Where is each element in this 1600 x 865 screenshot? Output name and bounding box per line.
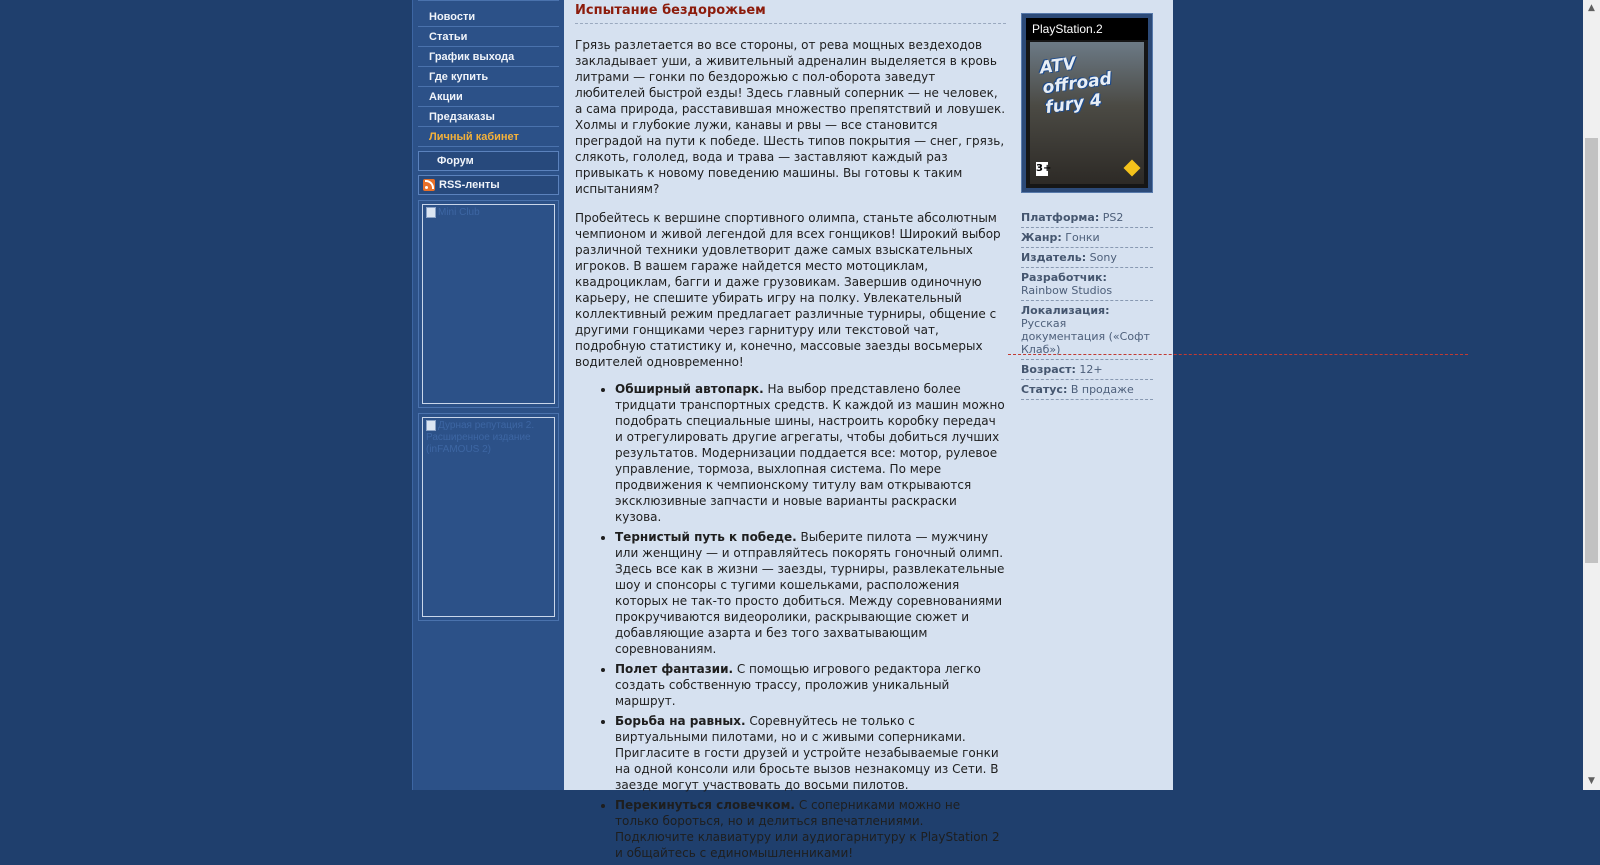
info-value: В продаже — [1067, 383, 1134, 396]
info-value: Rainbow Studios — [1021, 284, 1113, 297]
forum-link[interactable]: Форум — [418, 151, 559, 171]
rss-feeds-link[interactable] — [418, 175, 559, 195]
feature-item — [615, 529, 1006, 657]
article — [575, 0, 1006, 865]
red-dashed-guide-line — [1008, 354, 1468, 355]
nav-item-2[interactable]: График выхода — [418, 48, 559, 67]
vertical-scrollbar[interactable] — [1583, 0, 1600, 790]
feature-text: С помощью игрового редактора легко создать собственную трассу, проложив уникальный маршрут. — [615, 662, 981, 708]
info-row — [1021, 360, 1153, 380]
feature-item — [615, 661, 1006, 709]
nav-item-6[interactable]: Личный кабинет — [418, 128, 559, 147]
info-label: Локализация: — [1021, 304, 1110, 317]
info-row — [1021, 268, 1153, 301]
cover-image[interactable] — [1026, 18, 1148, 188]
game-info-table — [1021, 208, 1153, 400]
feature-item — [615, 381, 1006, 525]
nav-list — [413, 8, 564, 147]
info-label: Возраст: — [1021, 363, 1076, 376]
feature-title: Обширный автопарк. — [615, 382, 764, 396]
banner-infamous[interactable] — [418, 413, 559, 621]
info-row — [1021, 380, 1153, 400]
left-navigation — [412, 0, 564, 790]
info-value: 12+ — [1075, 363, 1103, 376]
playstation2-logo: PlayStation.2 — [1026, 18, 1148, 40]
info-row — [1021, 208, 1153, 228]
feature-text: Выберите пилота — мужчину или женщину — и отправляйтесь покорять гоночный олимп. Здесь все как в жизни — заезды, турниры, развлекательные шоу и спонсоры с тугими кошельками, расположения которых не так-то просто добиться. Между соревнованиями прокручиваются видеоролики, раскрывающие сюжет и добавляющие азарта и без того захватывающим соревнованиям. — [615, 530, 1005, 656]
nav-item-1[interactable]: Статьи — [418, 28, 559, 47]
info-value: PS2 — [1099, 211, 1124, 224]
nav-item-3[interactable]: Где купить — [418, 68, 559, 87]
broken-image-icon — [426, 420, 436, 431]
feature-title: Перекинуться словечком. — [615, 798, 795, 812]
info-row — [1021, 301, 1153, 360]
nav-item-5[interactable]: Предзаказы — [418, 108, 559, 127]
article-paragraph: Грязь разлетается во все стороны, от рева мощных вездеходов закладывает уши, а живительный адреналин выделяется в кровь литрами — гонки по бездорожью с пол-оборота заведут любителей быстрой езды! Здесь главный соперник — не человек, а сама природа, расставившая множество препятствий и ловушек. Холмы и глубокие лужи, канавы и рвы — все становится преградой на пути к победе. Шесть типов покрытия — снег, грязь, слякоть, гололед, вода и трава — заставляют каждый раз привыкать к новому поведению машины. Вы готовы к таким испытаниям? — [575, 38, 1006, 196]
feature-text: На выбор представлено более тридцати транспортных средств. К каждой из машин можно подобрать специальные шины, настроить коробку передач и отрегулировать другие агрегаты, чтобы добиться лучших результатов. Модернизации поддается все: мотор, рулевое управление, тормоза, выхлопная система. По мере продвижения к чемпионскому титулу вам открываются эксклюзивные запчасти и новые варианты раскраски кузова. — [615, 382, 1005, 524]
nav-item-0[interactable]: Новости — [418, 8, 559, 27]
game-logo: ATV offroad fury 4 — [1038, 53, 1113, 119]
info-label: Статус: — [1021, 383, 1068, 396]
main-content — [564, 0, 1173, 860]
cover-artwork — [1030, 42, 1144, 184]
info-label: Разработчик: — [1021, 271, 1107, 284]
info-value: Гонки — [1061, 231, 1100, 244]
info-row — [1021, 228, 1153, 248]
info-value: Sony — [1086, 251, 1117, 264]
banner-mini-club-image[interactable] — [422, 204, 555, 404]
ps-logo-icon — [1124, 160, 1141, 177]
feature-item — [615, 797, 1006, 861]
feature-title: Борьба на равных. — [615, 714, 746, 728]
scrollbar-thumb[interactable] — [1585, 138, 1598, 563]
rss-icon — [423, 179, 435, 191]
game-info-panel — [1021, 13, 1153, 400]
banner-mini-club-alt: Mini Club — [438, 207, 480, 218]
info-label: Платформа: — [1021, 211, 1100, 224]
info-row — [1021, 248, 1153, 268]
feature-text: С соперниками можно не только бороться, но и делиться впечатлениями. Подключите клавиатуру или аудиогарнитуру к PlayStation 2 и общайтесь с единомышленниками! — [615, 798, 1000, 860]
rss-feeds-label: RSS-ленты — [439, 179, 500, 191]
game-cover[interactable] — [1021, 13, 1153, 193]
pegi-rating-badge: 3+ — [1036, 163, 1052, 174]
feature-item — [615, 713, 1006, 793]
info-value: Русская документация («Софт Клаб») — [1021, 317, 1150, 356]
feature-title: Полет фантазии. — [615, 662, 734, 676]
feature-title: Тернистый путь к победе. — [615, 530, 797, 544]
banner-infamous-image[interactable] — [422, 417, 555, 617]
chevron-up-icon[interactable]: ▲ — [1588, 3, 1595, 13]
feature-list — [575, 381, 1006, 861]
nav-top-divider — [418, 0, 559, 8]
banner-mini-club[interactable] — [418, 200, 559, 408]
banner-infamous-alt: Дурная репутация 2. Расширенное издание (inFAMOUS 2) — [426, 420, 535, 455]
info-label: Издатель: — [1021, 251, 1087, 264]
info-label: Жанр: — [1021, 231, 1062, 244]
broken-image-icon — [426, 207, 436, 218]
chevron-down-icon[interactable]: ▼ — [1588, 776, 1595, 786]
article-paragraph: Пробейтесь к вершине спортивного олимпа, станьте абсолютным чемпионом и живой легендой для всех гонщиков! Широкий выбор различной техники удовлетворит даже самых взыскательных игроков. В вашем гараже найдется место мотоциклам, квадроциклам, багги и даже грузовикам. Завершив одиночную карьеру, не спешите убирать игру на полку. Увлекательный коллективный режим предлагает различные турниры, общение с другими гонщиками через гарнитуру или текстовой чат, подробную статистику и, конечно, массовые заезды восьмерых водителей одновременно! — [575, 211, 1001, 369]
feature-text: Соревнуйтесь не только с виртуальными пилотами, но и с живыми соперниками. Пригласите в гости друзей и устройте незабываемые гонки на одной консоли или бросьте вызов незнакомцу из Сети. В заезде могут участвовать до восьми пилотов. — [615, 714, 999, 792]
nav-item-4[interactable]: Акции — [418, 88, 559, 107]
article-title: Испытание бездорожьем — [575, 0, 1006, 24]
